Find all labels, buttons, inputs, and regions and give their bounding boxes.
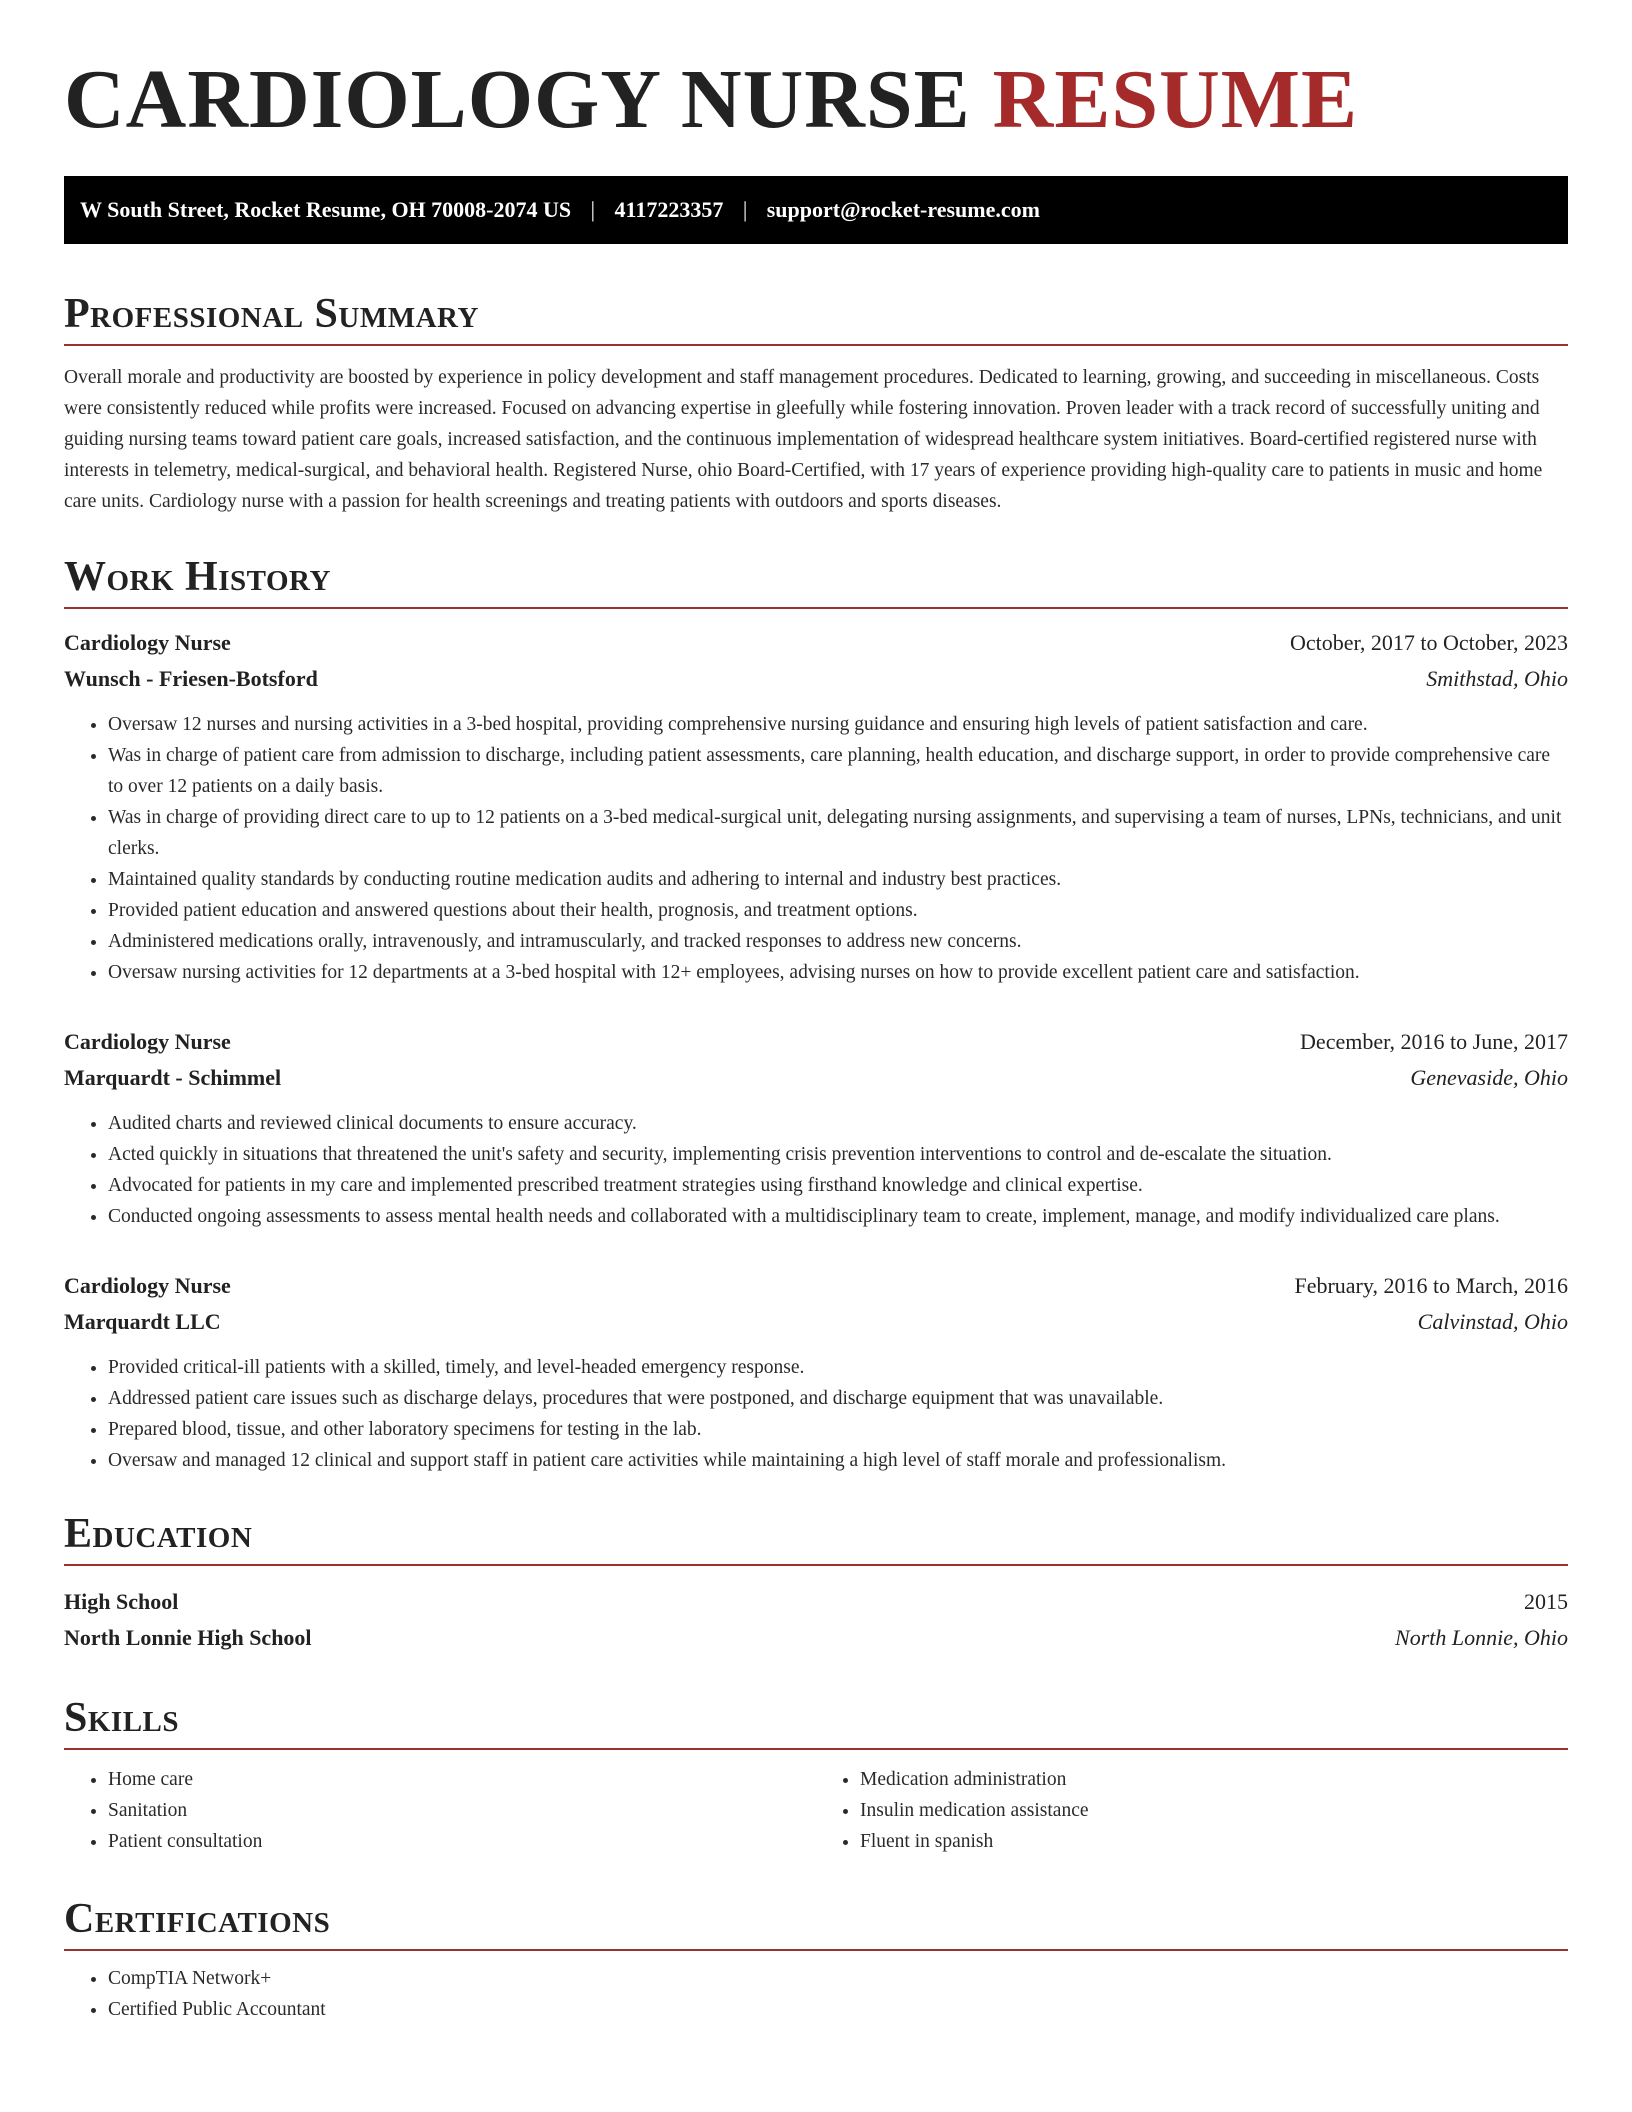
section-divider (64, 607, 1568, 609)
job-location: Calvinstad, Ohio (1417, 1309, 1568, 1334)
job-entry (64, 1024, 1568, 1232)
job-title: Cardiology Nurse (64, 630, 231, 655)
section-divider (64, 344, 1568, 346)
job-employer-row (64, 661, 1568, 697)
job-dates: December, 2016 to June, 2017 (1300, 1029, 1568, 1054)
skill-item: • Fluent in spanish (860, 1826, 1568, 1857)
job-location: Smithstad, Ohio (1426, 666, 1568, 691)
job-employer: Marquardt - Schimmel (64, 1065, 282, 1090)
title-accent: RESUME (992, 53, 1359, 146)
contact-separator: | (590, 197, 596, 222)
job-bullet: • Oversaw and managed 12 clinical and support staff in patient care activities while maintaining a high level of staff morale and professionalism. (108, 1445, 1568, 1476)
job-bullet: • Prepared blood, tissue, and other laboratory specimens for testing in the lab. (108, 1414, 1568, 1445)
job-header-row (64, 1024, 1568, 1060)
skills-column-left (64, 1764, 816, 1857)
job-header-row (64, 625, 1568, 661)
contact-email[interactable]: support@rocket-resume.com (766, 197, 1040, 222)
job-bullets (64, 1108, 1568, 1232)
resume-page (64, 0, 1568, 2025)
job-employer: Wunsch - Friesen-Botsford (64, 666, 318, 691)
skills-grid (64, 1764, 1568, 1857)
certifications-list (64, 1963, 1568, 2025)
section-divider (64, 1748, 1568, 1750)
skill-item: • Medication administration (860, 1764, 1568, 1795)
section-divider (64, 1564, 1568, 1566)
education-school: North Lonnie High School (64, 1625, 312, 1650)
contact-phone: 4117223357 (614, 197, 724, 222)
certification-item: • CompTIA Network+ (108, 1963, 1568, 1994)
education-degree: High School (64, 1589, 179, 1614)
education-year: 2015 (1524, 1589, 1568, 1614)
job-bullet: • Conducted ongoing assessments to assess mental health needs and collaborated with a multidisciplinary team to create, implement, manage, and modify individualized care plans. (108, 1201, 1568, 1232)
skill-item: • Home care (108, 1764, 816, 1795)
job-bullet: • Acted quickly in situations that threatened the unit's safety and security, implementing crisis prevention interventions to control and de-escalate the situation. (108, 1139, 1568, 1170)
section-heading: Work History (64, 554, 331, 600)
certifications-section (64, 1889, 1568, 2025)
job-bullet: • Was in charge of providing direct care to up to 12 patients on a 3-bed medical-surgical unit, delegating nursing assignments, and supervising a team of nurses, LPNs, technicians, and unit clerks. (108, 802, 1568, 864)
job-bullet: • Provided patient education and answered questions about their health, prognosis, and treatment options. (108, 895, 1568, 926)
education-school-row (64, 1620, 1568, 1656)
section-heading: Education (64, 1511, 253, 1557)
job-bullet: • Provided critical-ill patients with a skilled, timely, and level-headed emergency response. (108, 1352, 1568, 1383)
job-employer: Marquardt LLC (64, 1309, 221, 1334)
work-history-section (64, 547, 1568, 1476)
job-bullet: • Administered medications orally, intravenously, and intramuscularly, and tracked responses to address new concerns. (108, 926, 1568, 957)
section-heading: Skills (64, 1695, 180, 1741)
skill-item: • Sanitation (108, 1795, 816, 1826)
job-title: Cardiology Nurse (64, 1273, 231, 1298)
job-dates: October, 2017 to October, 2023 (1289, 630, 1568, 655)
contact-separator: | (742, 197, 748, 222)
certification-item: • Certified Public Accountant (108, 1994, 1568, 2025)
job-location: Genevaside, Ohio (1410, 1065, 1568, 1090)
title-main: CARDIOLOGY NURSE (64, 53, 971, 146)
summary-text: Overall morale and productivity are boosted by experience in policy development and staff management procedures. Dedicated to learning, growing, and succeeding in miscellaneous. Costs were consistently reduced while profits were increased. Focused on advancing expertise in gleefully while fostering innovation. Proven leader with a track record of successfully uniting and guiding nursing teams toward patient care goals, increased satisfaction, and the continuous implementation of widespread healthcare system initiatives. Board-certified registered nurse with interests in telemetry, medical-surgical, and behavioral health. Registered Nurse, ohio Board-Certified, with 17 years of experience providing high-quality care to patients in music and home care units. Cardiology nurse with a passion for health screenings and treating patients with outdoors and sports diseases. (64, 367, 1543, 512)
job-bullet: • Oversaw nursing activities for 12 departments at a 3-bed hospital with 12+ employees, advising nurses on how to provide excellent patient care and satisfaction. (108, 957, 1568, 988)
job-employer-row (64, 1060, 1568, 1096)
professional-summary-section (64, 284, 1568, 517)
job-bullets (64, 1352, 1568, 1476)
section-divider (64, 1949, 1568, 1951)
job-dates: February, 2016 to March, 2016 (1294, 1273, 1568, 1298)
job-bullet: • Was in charge of patient care from admission to discharge, including patient assessments, care planning, health education, and discharge support, in order to provide comprehensive care to over 12 patients on a daily basis. (108, 740, 1568, 802)
education-location: North Lonnie, Ohio (1395, 1625, 1568, 1650)
skill-item: • Patient consultation (108, 1826, 816, 1857)
job-bullet: • Addressed patient care issues such as discharge delays, procedures that were postponed, and discharge equipment that was unavailable. (108, 1383, 1568, 1414)
job-employer-row (64, 1304, 1568, 1340)
resume-title (64, 0, 1568, 146)
education-header-row (64, 1584, 1568, 1620)
skills-section (64, 1688, 1568, 1857)
education-section (64, 1504, 1568, 1656)
education-entry (64, 1584, 1568, 1656)
skills-column-right (816, 1764, 1568, 1857)
contact-address: W South Street, Rocket Resume, OH 70008-2074 US (80, 197, 572, 222)
job-header-row (64, 1268, 1568, 1304)
section-heading: Certifications (64, 1896, 331, 1942)
job-entry (64, 1268, 1568, 1476)
section-heading: Professional Summary (64, 291, 479, 337)
job-bullet: • Maintained quality standards by conducting routine medication audits and adhering to internal and industry best practices. (108, 864, 1568, 895)
contact-bar (64, 176, 1568, 244)
job-bullet: • Audited charts and reviewed clinical documents to ensure accuracy. (108, 1108, 1568, 1139)
job-bullet: • Advocated for patients in my care and implemented prescribed treatment strategies using firsthand knowledge and clinical expertise. (108, 1170, 1568, 1201)
job-title: Cardiology Nurse (64, 1029, 231, 1054)
job-entry (64, 625, 1568, 988)
job-bullet: • Oversaw 12 nurses and nursing activities in a 3-bed hospital, providing comprehensive nursing guidance and ensuring high levels of patient satisfaction and care. (108, 709, 1568, 740)
skill-item: • Insulin medication assistance (860, 1795, 1568, 1826)
job-bullets (64, 709, 1568, 988)
